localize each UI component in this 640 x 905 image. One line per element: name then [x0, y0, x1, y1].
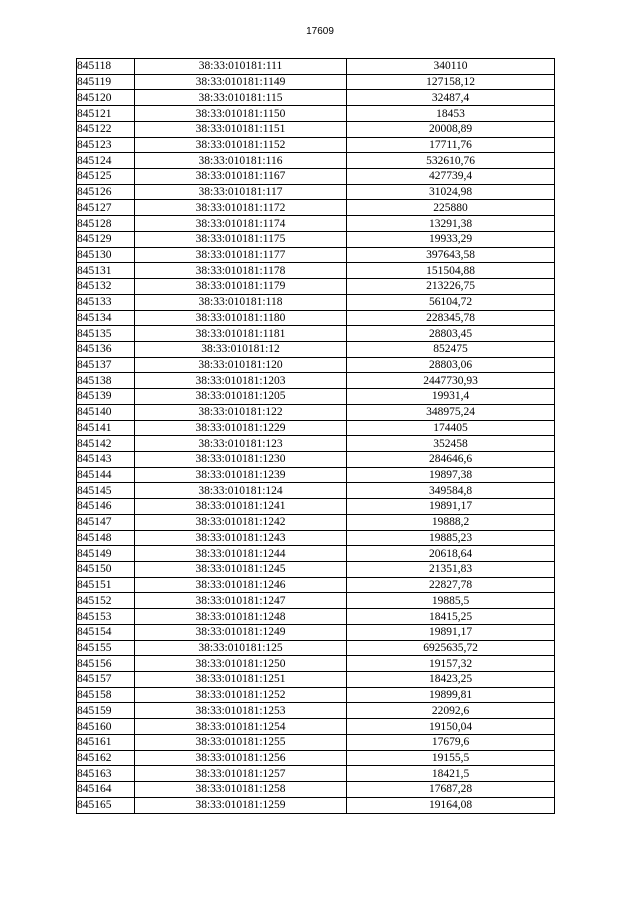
cadastral-value-cell: 284646,6 [347, 451, 555, 467]
record-number-cell: 845152 [77, 593, 135, 609]
cadastral-number-cell: 38:33:010181:1257 [135, 766, 347, 782]
cadastral-value-cell: 18421,5 [347, 766, 555, 782]
cadastral-number-cell: 38:33:010181:1245 [135, 562, 347, 578]
table-row [77, 310, 555, 326]
cadastral-number-cell: 38:33:010181:120 [135, 357, 347, 373]
cadastral-number-cell: 38:33:010181:1178 [135, 263, 347, 279]
cadastral-number-cell: 38:33:010181:118 [135, 294, 347, 310]
record-number-cell: 845146 [77, 499, 135, 515]
cadastral-number-cell: 38:33:010181:12 [135, 341, 347, 357]
record-number-cell: 845133 [77, 294, 135, 310]
record-number-cell: 845163 [77, 766, 135, 782]
page-number: 17609 [306, 26, 334, 37]
table-row [77, 624, 555, 640]
record-number-cell: 845129 [77, 231, 135, 247]
table-row [77, 153, 555, 169]
record-number-cell: 845135 [77, 326, 135, 342]
record-number-cell: 845125 [77, 169, 135, 185]
cadastral-number-cell: 38:33:010181:1255 [135, 734, 347, 750]
record-number-cell: 845121 [77, 106, 135, 122]
table-row [77, 562, 555, 578]
record-number-cell: 845139 [77, 389, 135, 405]
record-number-cell: 845153 [77, 609, 135, 625]
table-row [77, 483, 555, 499]
cadastral-value-cell: 18453 [347, 106, 555, 122]
record-number-cell: 845127 [77, 200, 135, 216]
record-number-cell: 845160 [77, 719, 135, 735]
table-row [77, 451, 555, 467]
cadastral-number-cell: 38:33:010181:1249 [135, 624, 347, 640]
table-row [77, 326, 555, 342]
table-row [77, 106, 555, 122]
cadastral-number-cell: 38:33:010181:1167 [135, 169, 347, 185]
table-row [77, 656, 555, 672]
cadastral-number-cell: 38:33:010181:1230 [135, 451, 347, 467]
table-row [77, 703, 555, 719]
cadastral-value-cell: 20618,64 [347, 546, 555, 562]
record-number-cell: 845138 [77, 373, 135, 389]
cadastral-value-cell: 19931,4 [347, 389, 555, 405]
record-number-cell: 845150 [77, 562, 135, 578]
cadastral-value-cell: 22827,78 [347, 577, 555, 593]
table-row [77, 672, 555, 688]
table-row [77, 169, 555, 185]
record-number-cell: 845162 [77, 750, 135, 766]
record-number-cell: 845119 [77, 74, 135, 90]
record-number-cell: 845118 [77, 59, 135, 75]
cadastral-value-cell: 427739,4 [347, 169, 555, 185]
cadastral-value-cell: 532610,76 [347, 153, 555, 169]
cadastral-number-cell: 38:33:010181:1205 [135, 389, 347, 405]
cadastral-value-cell: 18423,25 [347, 672, 555, 688]
table-row [77, 357, 555, 373]
cadastral-value-cell: 19891,17 [347, 499, 555, 515]
table-row [77, 593, 555, 609]
cadastral-value-cell: 13291,38 [347, 216, 555, 232]
table-row [77, 640, 555, 656]
record-number-cell: 845161 [77, 734, 135, 750]
table-row [77, 782, 555, 798]
table-row [77, 373, 555, 389]
table-row [77, 404, 555, 420]
table-row [77, 59, 555, 75]
cadastral-value-cell: 19897,38 [347, 467, 555, 483]
cadastral-value-cell: 174405 [347, 420, 555, 436]
cadastral-value-cell: 2447730,93 [347, 373, 555, 389]
cadastral-number-cell: 38:33:010181:1150 [135, 106, 347, 122]
cadastral-number-cell: 38:33:010181:1253 [135, 703, 347, 719]
cadastral-value-cell: 56104,72 [347, 294, 555, 310]
cadastral-value-cell: 852475 [347, 341, 555, 357]
record-number-cell: 845126 [77, 184, 135, 200]
table-row [77, 750, 555, 766]
cadastral-number-cell: 38:33:010181:1180 [135, 310, 347, 326]
record-number-cell: 845158 [77, 687, 135, 703]
cadastral-number-cell: 38:33:010181:117 [135, 184, 347, 200]
cadastral-number-cell: 38:33:010181:1252 [135, 687, 347, 703]
cadastral-number-cell: 38:33:010181:1174 [135, 216, 347, 232]
table-row [77, 467, 555, 483]
cadastral-number-cell: 38:33:010181:125 [135, 640, 347, 656]
cadastral-number-cell: 38:33:010181:1242 [135, 514, 347, 530]
cadastral-value-cell: 127158,12 [347, 74, 555, 90]
cadastral-value-cell: 19899,81 [347, 687, 555, 703]
table-row [77, 90, 555, 106]
record-number-cell: 845137 [77, 357, 135, 373]
cadastral-value-cell: 352458 [347, 436, 555, 452]
cadastral-value-cell: 32487,4 [347, 90, 555, 106]
table-row [77, 216, 555, 232]
table-row [77, 546, 555, 562]
table-body [77, 59, 555, 814]
table-row [77, 231, 555, 247]
table-row [77, 294, 555, 310]
cadastral-number-cell: 38:33:010181:116 [135, 153, 347, 169]
cadastral-number-cell: 38:33:010181:123 [135, 436, 347, 452]
cadastral-value-cell: 19155,5 [347, 750, 555, 766]
table-row [77, 420, 555, 436]
cadastral-value-cell: 349584,8 [347, 483, 555, 499]
table-row [77, 766, 555, 782]
table-row [77, 436, 555, 452]
cadastral-value-cell: 340110 [347, 59, 555, 75]
record-number-cell: 845134 [77, 310, 135, 326]
cadastral-number-cell: 38:33:010181:1250 [135, 656, 347, 672]
table-row [77, 247, 555, 263]
cadastral-number-cell: 38:33:010181:1251 [135, 672, 347, 688]
cadastral-number-cell: 38:33:010181:1239 [135, 467, 347, 483]
record-number-cell: 845157 [77, 672, 135, 688]
record-number-cell: 845128 [77, 216, 135, 232]
cadastral-number-cell: 38:33:010181:1248 [135, 609, 347, 625]
table-row [77, 577, 555, 593]
record-number-cell: 845145 [77, 483, 135, 499]
cadastral-number-cell: 38:33:010181:122 [135, 404, 347, 420]
cadastral-value-cell: 19885,5 [347, 593, 555, 609]
cadastral-value-cell: 21351,83 [347, 562, 555, 578]
record-number-cell: 845122 [77, 121, 135, 137]
cadastral-value-cell: 17687,28 [347, 782, 555, 798]
record-number-cell: 845123 [77, 137, 135, 153]
cadastral-number-cell: 38:33:010181:115 [135, 90, 347, 106]
cadastral-number-cell: 38:33:010181:1179 [135, 279, 347, 295]
cadastral-number-cell: 38:33:010181:1229 [135, 420, 347, 436]
cadastral-number-cell: 38:33:010181:1254 [135, 719, 347, 735]
table-row [77, 734, 555, 750]
cadastral-value-cell: 397643,58 [347, 247, 555, 263]
table-row [77, 200, 555, 216]
record-number-cell: 845148 [77, 530, 135, 546]
cadastral-value-cell: 28803,45 [347, 326, 555, 342]
cadastral-number-cell: 38:33:010181:1247 [135, 593, 347, 609]
record-number-cell: 845144 [77, 467, 135, 483]
record-number-cell: 845154 [77, 624, 135, 640]
record-number-cell: 845156 [77, 656, 135, 672]
cadastral-value-cell: 31024,98 [347, 184, 555, 200]
table-row [77, 121, 555, 137]
cadastral-value-cell: 19164,08 [347, 797, 555, 813]
cadastral-value-cell: 228345,78 [347, 310, 555, 326]
cadastral-number-cell: 38:33:010181:1243 [135, 530, 347, 546]
cadastral-value-cell: 28803,06 [347, 357, 555, 373]
cadastral-number-cell: 38:33:010181:1256 [135, 750, 347, 766]
cadastral-value-cell: 18415,25 [347, 609, 555, 625]
cadastral-number-cell: 38:33:010181:1259 [135, 797, 347, 813]
cadastral-number-cell: 38:33:010181:1177 [135, 247, 347, 263]
record-number-cell: 845164 [77, 782, 135, 798]
record-number-cell: 845143 [77, 451, 135, 467]
record-number-cell: 845147 [77, 514, 135, 530]
table-row [77, 389, 555, 405]
cadastral-number-cell: 38:33:010181:1149 [135, 74, 347, 90]
cadastral-number-cell: 38:33:010181:124 [135, 483, 347, 499]
cadastral-value-cell: 19888,2 [347, 514, 555, 530]
table-row [77, 530, 555, 546]
cadastral-value-cell: 19891,17 [347, 624, 555, 640]
table-row [77, 499, 555, 515]
record-number-cell: 845132 [77, 279, 135, 295]
cadastral-number-cell: 38:33:010181:1151 [135, 121, 347, 137]
cadastral-number-cell: 38:33:010181:1175 [135, 231, 347, 247]
cadastral-number-cell: 38:33:010181:1241 [135, 499, 347, 515]
record-number-cell: 845159 [77, 703, 135, 719]
cadastral-value-cell: 19933,29 [347, 231, 555, 247]
cadastral-value-cell: 20008,89 [347, 121, 555, 137]
table-row [77, 687, 555, 703]
table-row [77, 263, 555, 279]
record-number-cell: 845155 [77, 640, 135, 656]
cadastral-value-cell: 17711,76 [347, 137, 555, 153]
cadastral-number-cell: 38:33:010181:1244 [135, 546, 347, 562]
record-number-cell: 845130 [77, 247, 135, 263]
cadastral-number-cell: 38:33:010181:111 [135, 59, 347, 75]
cadastral-value-cell: 213226,75 [347, 279, 555, 295]
cadastral-value-cell: 151504,88 [347, 263, 555, 279]
cadastral-value-cell: 19150,04 [347, 719, 555, 735]
record-number-cell: 845131 [77, 263, 135, 279]
cadastral-value-cell: 17679,6 [347, 734, 555, 750]
record-number-cell: 845142 [77, 436, 135, 452]
cadastral-value-cell: 6925635,72 [347, 640, 555, 656]
record-number-cell: 845141 [77, 420, 135, 436]
record-number-cell: 845120 [77, 90, 135, 106]
cadastral-number-cell: 38:33:010181:1203 [135, 373, 347, 389]
table-row [77, 184, 555, 200]
cadastral-value-cell: 225880 [347, 200, 555, 216]
cadastral-value-cell: 22092,6 [347, 703, 555, 719]
table-row [77, 719, 555, 735]
cadastre-table [76, 58, 555, 814]
table-row [77, 74, 555, 90]
cadastral-number-cell: 38:33:010181:1172 [135, 200, 347, 216]
record-number-cell: 845149 [77, 546, 135, 562]
record-number-cell: 845124 [77, 153, 135, 169]
table-row [77, 609, 555, 625]
record-number-cell: 845165 [77, 797, 135, 813]
table-row [77, 279, 555, 295]
cadastral-value-cell: 19157,32 [347, 656, 555, 672]
cadastral-number-cell: 38:33:010181:1258 [135, 782, 347, 798]
record-number-cell: 845136 [77, 341, 135, 357]
table-row [77, 514, 555, 530]
table-row [77, 137, 555, 153]
cadastral-number-cell: 38:33:010181:1152 [135, 137, 347, 153]
cadastral-value-cell: 348975,24 [347, 404, 555, 420]
record-number-cell: 845151 [77, 577, 135, 593]
table-row [77, 797, 555, 813]
cadastral-number-cell: 38:33:010181:1181 [135, 326, 347, 342]
cadastral-value-cell: 19885,23 [347, 530, 555, 546]
cadastral-number-cell: 38:33:010181:1246 [135, 577, 347, 593]
record-number-cell: 845140 [77, 404, 135, 420]
table-row [77, 341, 555, 357]
